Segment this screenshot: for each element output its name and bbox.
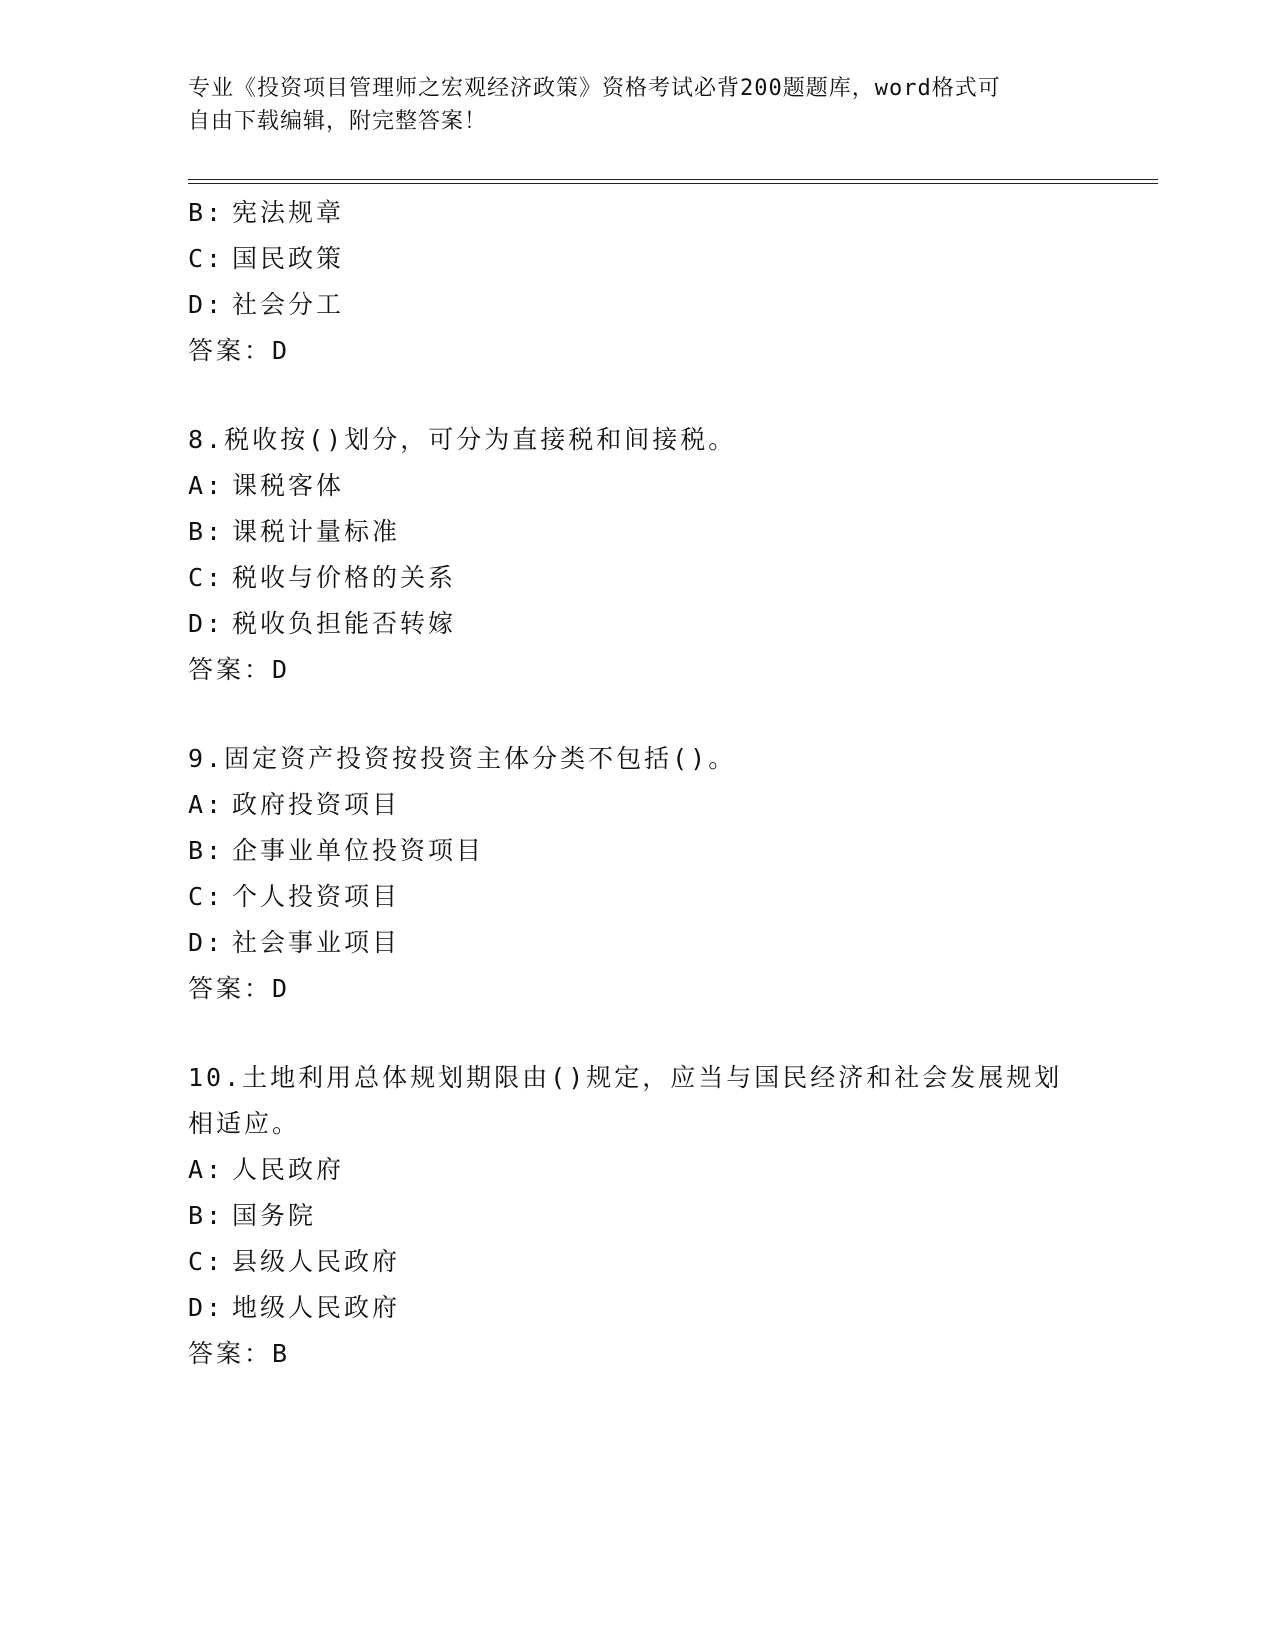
option-text: 课税计量标准 (232, 517, 401, 546)
spacer (188, 693, 1088, 736)
option-a (188, 782, 1088, 828)
option-label: B: (188, 836, 225, 865)
document-header (188, 72, 1088, 138)
option-b (188, 1193, 1088, 1239)
option-label: B: (188, 198, 225, 227)
question-list (188, 190, 1088, 1377)
option-label: A: (188, 471, 225, 500)
header-title-line-2: 自由下载编辑，附完整答案！ (188, 109, 488, 134)
option-text: 人民政府 (232, 1155, 345, 1184)
option-text: 税收与价格的关系 (232, 563, 457, 592)
header-rule-bottom (188, 183, 1158, 184)
option-label: B: (188, 1201, 225, 1230)
option-d (188, 920, 1088, 966)
spacer (188, 1012, 1088, 1055)
option-label: C: (188, 563, 225, 592)
question-block-9 (188, 736, 1088, 1012)
option-text: 企事业单位投资项目 (232, 836, 485, 865)
option-label: D: (188, 609, 225, 638)
option-d (188, 601, 1088, 647)
option-label: D: (188, 928, 225, 957)
option-text: 课税客体 (232, 471, 345, 500)
option-c (188, 1239, 1088, 1285)
option-text: 县级人民政府 (232, 1247, 401, 1276)
option-text: 宪法规章 (232, 198, 345, 227)
answer-line: 答案：D (188, 336, 291, 365)
option-b (188, 190, 1088, 236)
option-label: A: (188, 1155, 225, 1184)
option-text: 税收负担能否转嫁 (232, 609, 457, 638)
question-block-prev (188, 190, 1088, 374)
question-block-10 (188, 1055, 1088, 1377)
option-c (188, 874, 1088, 920)
answer-line: 答案：B (188, 1339, 291, 1368)
option-label: D: (188, 1293, 225, 1322)
option-label: D: (188, 290, 225, 319)
question-stem: 10.土地利用总体规划期限由()规定，应当与国民经济和社会发展规划 (188, 1063, 1063, 1092)
option-d (188, 1285, 1088, 1331)
option-label: B: (188, 517, 225, 546)
option-c (188, 236, 1088, 282)
option-label: C: (188, 1247, 225, 1276)
option-text: 地级人民政府 (232, 1293, 401, 1322)
option-text: 国务院 (232, 1201, 317, 1230)
option-text: 政府投资项目 (232, 790, 401, 819)
option-a (188, 1147, 1088, 1193)
option-d (188, 282, 1088, 328)
answer-line: 答案：D (188, 974, 291, 1003)
question-stem: 8.税收按()划分，可分为直接税和间接税。 (188, 425, 737, 454)
option-text: 个人投资项目 (232, 882, 401, 911)
option-a (188, 463, 1088, 509)
option-label: A: (188, 790, 225, 819)
question-block-8 (188, 417, 1088, 693)
option-label: C: (188, 244, 225, 273)
option-text: 社会事业项目 (232, 928, 401, 957)
option-c (188, 555, 1088, 601)
option-b (188, 509, 1088, 555)
option-b (188, 828, 1088, 874)
header-rule-top (188, 179, 1158, 180)
option-label: C: (188, 882, 225, 911)
spacer (188, 374, 1088, 417)
answer-line: 答案：D (188, 655, 291, 684)
option-text: 国民政策 (232, 244, 345, 273)
option-text: 社会分工 (232, 290, 345, 319)
question-stem: 9.固定资产投资按投资主体分类不包括()。 (188, 744, 737, 773)
question-stem-continued: 相适应。 (188, 1109, 301, 1138)
header-title-line-1: 专业《投资项目管理师之宏观经济政策》资格考试必背200题题库，word格式可 (188, 76, 1001, 101)
